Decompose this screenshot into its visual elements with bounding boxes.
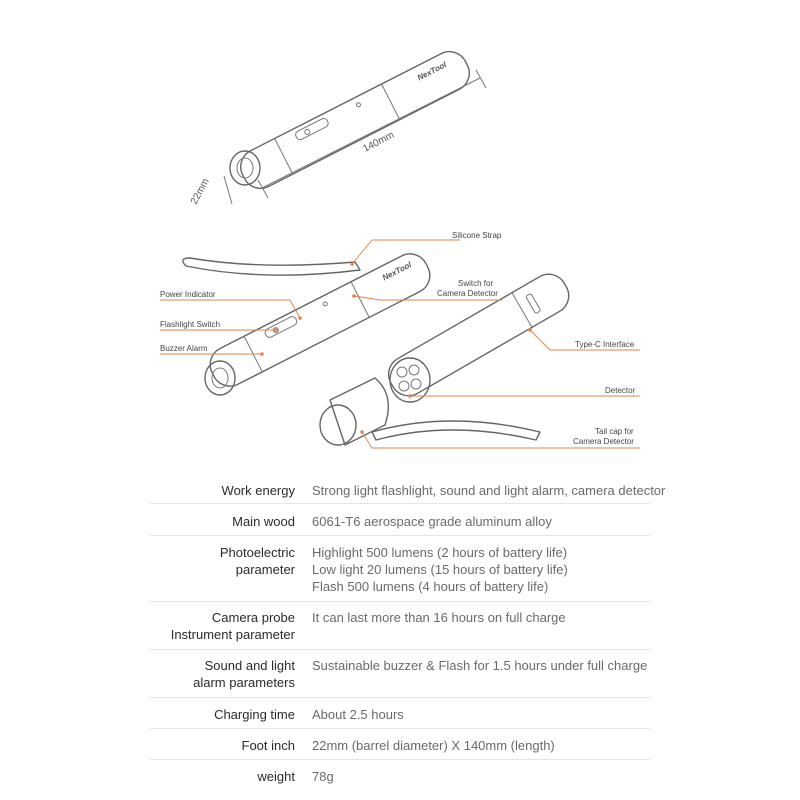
svg-text:Detector: Detector — [605, 386, 636, 395]
spec-label: Photoelectric parameter — [219, 545, 295, 577]
spec-value: It can last more than 16 hours on full charge — [312, 610, 566, 625]
flashlight-top-view — [235, 45, 476, 194]
spec-label: Main wood — [232, 514, 295, 529]
spec-value: 6061-T6 aerospace grade aluminum alloy — [312, 514, 552, 529]
spec-value: 22mm (barrel diameter) X 140mm (length) — [312, 738, 555, 753]
divider — [150, 535, 650, 536]
svg-text:Silicone Strap: Silicone Strap — [452, 231, 502, 240]
svg-text:Type-C Interface: Type-C Interface — [575, 340, 635, 349]
spec-value: 78g — [312, 769, 334, 784]
brand-logo-top: NexTool — [415, 60, 448, 83]
silicone-strap-lower — [372, 421, 540, 440]
divider — [150, 601, 650, 602]
callout-type-c — [528, 328, 640, 350]
length-dimension: 140mm — [361, 129, 397, 155]
spec-value: Highlight 500 lumens (2 hours of battery life) Low light 20 lumens (15 hours of battery life) Flash 500 lumens (4 hours of battery life) — [312, 545, 568, 594]
svg-text:Tail cap for: Tail cap for — [595, 427, 634, 436]
svg-text:Switch for: Switch for — [458, 279, 494, 288]
divider — [150, 759, 650, 760]
callout-power-indicator — [160, 290, 302, 320]
spec-value: Sustainable buzzer & Flash for 1.5 hours under full charge — [312, 658, 648, 673]
svg-text:Buzzer Alarm: Buzzer Alarm — [160, 344, 208, 353]
spec-label: weight — [257, 769, 295, 784]
spec-label: Camera probe Instrument parameter — [170, 610, 295, 642]
diameter-dimension: 22mm — [188, 176, 212, 207]
spec-value: About 2.5 hours — [312, 707, 404, 722]
divider — [150, 503, 650, 504]
svg-text:Camera Detector: Camera Detector — [573, 437, 634, 446]
spec-label: Foot inch — [241, 738, 295, 753]
callout-tail-cap — [360, 427, 640, 448]
callout-silicone-strap — [350, 231, 502, 266]
callout-switch-for-camera — [352, 279, 502, 300]
lens-body — [205, 361, 235, 395]
svg-text:Camera Detector: Camera Detector — [437, 289, 498, 298]
divider — [150, 697, 650, 698]
spec-label: Charging time — [214, 707, 295, 722]
divider — [150, 649, 650, 650]
spec-label: Sound and light alarm parameters — [193, 658, 295, 690]
callout-buzzer-alarm — [160, 344, 264, 356]
spec-value: Strong light flashlight, sound and light alarm, camera detector — [312, 483, 666, 498]
flashlight-body — [204, 248, 436, 393]
silicone-strap-upper — [183, 258, 360, 275]
divider — [150, 728, 650, 729]
tail-cap — [320, 378, 388, 445]
svg-text:Power Indicator: Power Indicator — [160, 290, 216, 299]
brand-logo-body: NexTool — [380, 260, 413, 283]
svg-text:Flashlight Switch: Flashlight Switch — [160, 320, 221, 329]
callout-detector — [408, 386, 640, 398]
callout-flashlight-switch — [160, 320, 278, 332]
spec-label: Work energy — [221, 483, 295, 498]
